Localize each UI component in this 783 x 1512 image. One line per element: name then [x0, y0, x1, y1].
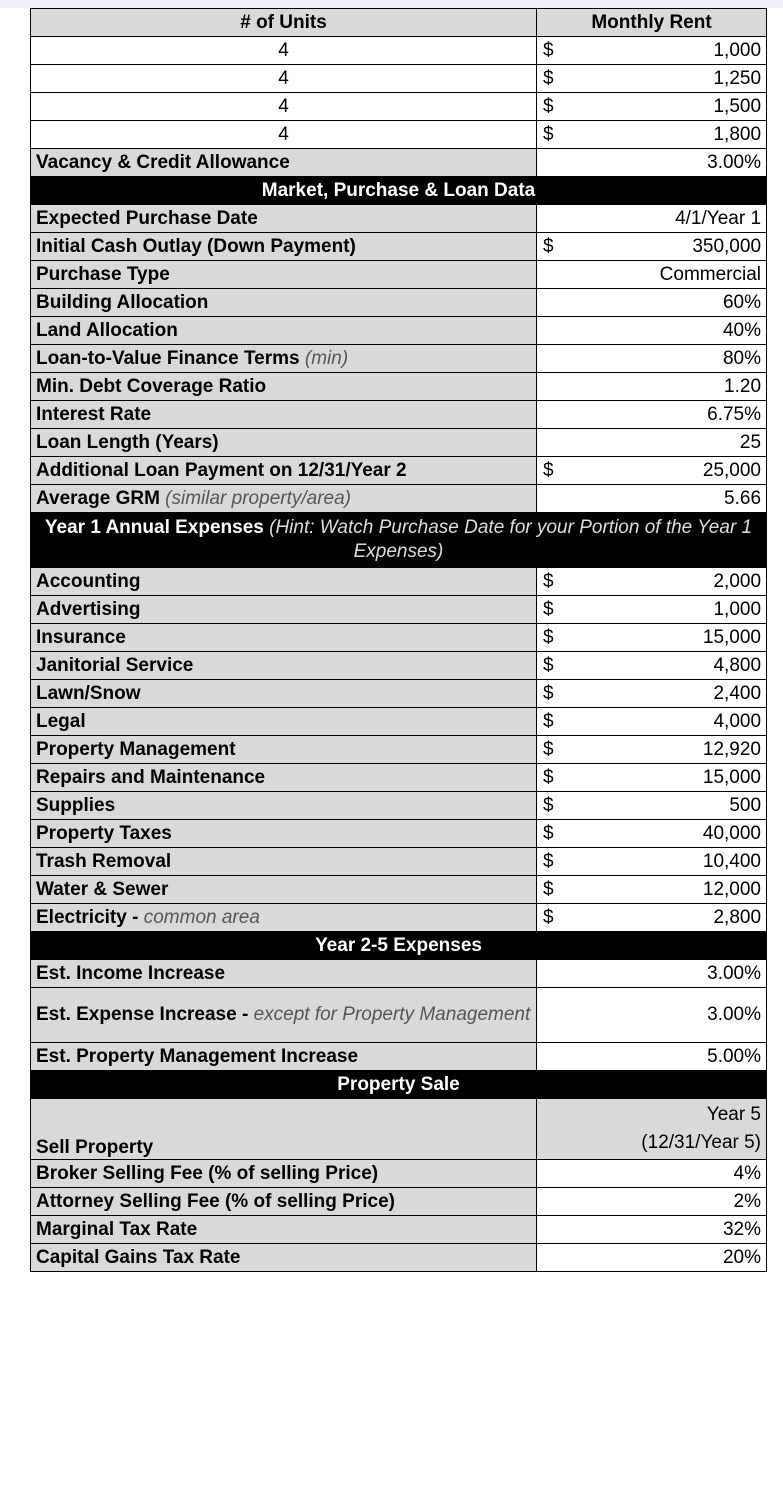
expense-value[interactable]: 12,920 [577, 736, 767, 764]
expense-label[interactable]: Repairs and Maintenance [31, 764, 537, 792]
broker-fee-label[interactable]: Broker Selling Fee (% of selling Price) [31, 1160, 537, 1188]
attorney-fee-value[interactable]: 2% [537, 1188, 767, 1216]
land-allocation-label[interactable]: Land Allocation [31, 317, 537, 345]
year1-section-header [31, 513, 767, 568]
expense-value[interactable]: 15,000 [577, 624, 767, 652]
currency-cell[interactable]: $ [537, 904, 577, 932]
units-col-header[interactable]: # of Units [31, 9, 537, 37]
currency-cell[interactable]: $ [537, 876, 577, 904]
pm-increase-row [31, 1043, 767, 1071]
market-section-title[interactable]: Market, Purchase & Loan Data [31, 177, 767, 205]
expense-row [31, 708, 767, 736]
loan-length-value[interactable]: 25 [537, 429, 767, 457]
sale-section-header [31, 1071, 767, 1099]
electricity-note: common area [143, 906, 260, 928]
expense-row [31, 680, 767, 708]
rental-analysis-table [30, 8, 767, 1272]
expense-increase-value[interactable]: 3.00% [537, 988, 767, 1043]
expense-row [31, 624, 767, 652]
rent-cell[interactable]: 1,250 [577, 65, 767, 93]
sell-date: (12/31/Year 5) [641, 1132, 762, 1153]
marginal-tax-label[interactable]: Marginal Tax Rate [31, 1216, 537, 1244]
sale-section-title[interactable]: Property Sale [31, 1071, 767, 1099]
interest-value[interactable]: 6.75% [537, 401, 767, 429]
land-allocation-value[interactable]: 40% [537, 317, 767, 345]
building-allocation-row [31, 289, 767, 317]
expense-row [31, 820, 767, 848]
expense-label[interactable]: Trash Removal [31, 848, 537, 876]
expense-increase-note: except for Property Management [253, 1004, 531, 1025]
year1-hint: (Hint: Watch Purchase Date for your Portion of the Year 1 Expenses) [269, 517, 753, 562]
currency-cell[interactable]: $ [537, 736, 577, 764]
expense-row [31, 596, 767, 624]
year1-title: Year 1 Annual Expenses [44, 517, 270, 538]
cash-outlay-value[interactable]: 350,000 [577, 233, 767, 261]
expense-increase-label-cell[interactable] [31, 988, 537, 1043]
electricity-label-cell[interactable] [31, 904, 537, 932]
expense-value[interactable]: 40,000 [577, 820, 767, 848]
expense-increase-row [31, 988, 767, 1043]
expense-value[interactable]: 15,000 [577, 764, 767, 792]
expense-row [31, 764, 767, 792]
extra-payment-row [31, 457, 767, 485]
cap-gains-tax-label[interactable]: Capital Gains Tax Rate [31, 1244, 537, 1272]
loan-length-label[interactable]: Loan Length (Years) [31, 429, 537, 457]
expense-value[interactable]: 12,000 [577, 876, 767, 904]
ltv-label-cell[interactable] [31, 345, 537, 373]
purchase-date-row [31, 205, 767, 233]
rent-cell[interactable]: 1,500 [577, 93, 767, 121]
sell-year: Year 5 [706, 1104, 762, 1125]
interest-row [31, 401, 767, 429]
building-allocation-label[interactable]: Building Allocation [31, 289, 537, 317]
electricity-value[interactable]: 2,800 [577, 904, 767, 932]
currency-cell[interactable]: $ [537, 708, 577, 736]
unit-row [31, 37, 767, 65]
top-band [0, 0, 783, 8]
cash-outlay-row [31, 233, 767, 261]
sell-property-label[interactable]: Sell Property [31, 1099, 537, 1160]
unit-count-cell[interactable]: 4 [31, 65, 537, 93]
expense-row [31, 736, 767, 764]
market-section-header [31, 177, 767, 205]
expense-row [31, 792, 767, 820]
dcr-value[interactable]: 1.20 [537, 373, 767, 401]
currency-cell[interactable]: $ [537, 792, 577, 820]
dcr-row [31, 373, 767, 401]
electricity-row [31, 904, 767, 932]
expense-value[interactable]: 2,400 [577, 680, 767, 708]
grm-row [31, 485, 767, 513]
expense-label[interactable]: Supplies [31, 792, 537, 820]
expense-row [31, 848, 767, 876]
sell-property-value[interactable] [537, 1099, 767, 1160]
cash-outlay-label[interactable]: Initial Cash Outlay (Down Payment) [31, 233, 537, 261]
marginal-tax-row [31, 1216, 767, 1244]
currency-cell[interactable]: $ [537, 121, 577, 149]
expense-label[interactable]: Legal [31, 708, 537, 736]
currency-cell[interactable]: $ [537, 233, 577, 261]
expense-value[interactable]: 2,000 [577, 568, 767, 596]
currency-cell[interactable]: $ [537, 764, 577, 792]
grm-value[interactable]: 5.66 [537, 485, 767, 513]
rent-col-header[interactable]: Monthly Rent [537, 9, 767, 37]
currency-cell[interactable]: $ [537, 93, 577, 121]
rent-cell[interactable]: 1,800 [577, 121, 767, 149]
ltv-value[interactable]: 80% [537, 345, 767, 373]
currency-cell[interactable]: $ [537, 568, 577, 596]
broker-fee-value[interactable]: 4% [537, 1160, 767, 1188]
attorney-fee-row [31, 1188, 767, 1216]
currency-cell[interactable]: $ [537, 596, 577, 624]
expense-label[interactable]: Lawn/Snow [31, 680, 537, 708]
units-header-row [31, 9, 767, 37]
expense-value[interactable]: 1,000 [577, 596, 767, 624]
expense-label[interactable]: Janitorial Service [31, 652, 537, 680]
unit-count-cell[interactable]: 4 [31, 121, 537, 149]
expense-row [31, 568, 767, 596]
purchase-type-label[interactable]: Purchase Type [31, 261, 537, 289]
rent-cell[interactable]: 1,000 [577, 37, 767, 65]
year25-section-header [31, 932, 767, 960]
income-increase-value[interactable]: 3.00% [537, 960, 767, 988]
purchase-type-value[interactable]: Commercial [537, 261, 767, 289]
purchase-date-value[interactable]: 4/1/Year 1 [537, 205, 767, 233]
unit-count-cell[interactable]: 4 [31, 93, 537, 121]
currency-cell[interactable]: $ [537, 457, 577, 485]
purchase-type-row [31, 261, 767, 289]
currency-cell[interactable]: $ [537, 680, 577, 708]
loan-length-row [31, 429, 767, 457]
ltv-note: (min) [304, 347, 349, 369]
expense-value[interactable]: 500 [577, 792, 767, 820]
expense-increase-label: Est. Expense Increase - [36, 1004, 254, 1025]
grm-label: Average GRM [36, 487, 166, 509]
marginal-tax-value[interactable]: 32% [537, 1216, 767, 1244]
year1-section-title[interactable] [31, 513, 767, 568]
income-increase-row [31, 960, 767, 988]
currency-cell[interactable]: $ [537, 848, 577, 876]
currency-cell[interactable]: $ [537, 65, 577, 93]
land-allocation-row [31, 317, 767, 345]
spreadsheet [30, 8, 766, 1272]
extra-payment-label[interactable]: Additional Loan Payment on 12/31/Year 2 [31, 457, 537, 485]
interest-label[interactable]: Interest Rate [31, 401, 537, 429]
expense-label[interactable]: Accounting [31, 568, 537, 596]
grm-label-cell[interactable] [31, 485, 537, 513]
expense-row [31, 876, 767, 904]
income-increase-label[interactable]: Est. Income Increase [31, 960, 537, 988]
building-allocation-value[interactable]: 60% [537, 289, 767, 317]
vacancy-label[interactable]: Vacancy & Credit Allowance [31, 149, 537, 177]
purchase-date-label[interactable]: Expected Purchase Date [31, 205, 537, 233]
expense-value[interactable]: 4,800 [577, 652, 767, 680]
cap-gains-tax-value[interactable]: 20% [537, 1244, 767, 1272]
electricity-label: Electricity - [36, 906, 144, 928]
expense-value[interactable]: 4,000 [577, 708, 767, 736]
currency-cell[interactable]: $ [537, 624, 577, 652]
unit-row [31, 65, 767, 93]
attorney-fee-label[interactable]: Attorney Selling Fee (% of selling Price) [31, 1188, 537, 1216]
expense-label[interactable]: Advertising [31, 596, 537, 624]
grm-note: (similar property/area) [165, 487, 351, 509]
extra-payment-value[interactable]: 25,000 [577, 457, 767, 485]
expense-label[interactable]: Property Management [31, 736, 537, 764]
expense-label[interactable]: Water & Sewer [31, 876, 537, 904]
cap-gains-tax-row [31, 1244, 767, 1272]
currency-cell[interactable]: $ [537, 37, 577, 65]
dcr-label[interactable]: Min. Debt Coverage Ratio [31, 373, 537, 401]
unit-row [31, 121, 767, 149]
broker-fee-row [31, 1160, 767, 1188]
pm-increase-value[interactable]: 5.00% [537, 1043, 767, 1071]
currency-cell[interactable]: $ [537, 652, 577, 680]
currency-cell[interactable]: $ [537, 820, 577, 848]
sell-property-row [31, 1099, 767, 1160]
year25-section-title[interactable]: Year 2-5 Expenses [31, 932, 767, 960]
ltv-label: Loan-to-Value Finance Terms [36, 347, 305, 369]
pm-increase-label[interactable]: Est. Property Management Increase [31, 1043, 537, 1071]
unit-row [31, 93, 767, 121]
unit-count-cell[interactable]: 4 [31, 37, 537, 65]
vacancy-value[interactable]: 3.00% [537, 149, 767, 177]
expense-label[interactable]: Insurance [31, 624, 537, 652]
expense-label[interactable]: Property Taxes [31, 820, 537, 848]
expense-row [31, 652, 767, 680]
vacancy-row [31, 149, 767, 177]
ltv-row [31, 345, 767, 373]
expense-value[interactable]: 10,400 [577, 848, 767, 876]
